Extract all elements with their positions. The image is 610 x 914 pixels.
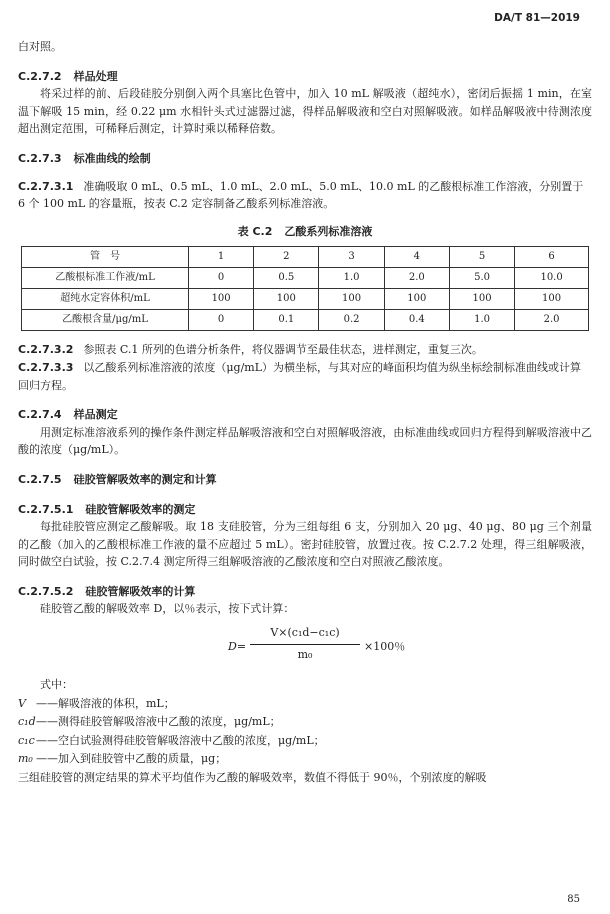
table-header-row: [22, 247, 589, 268]
paragraph-sample-processing: 将采过样的前、后段硅胶分别倒入两个具塞比色管中，加入 10 mL 解吸液（超纯水），密闭后振摇 1 min，在室温下解吸 15 min，经 0.22 μm 水相针头式过滤器过滤，得样品解吸液和空白对照解吸液。如样品解吸液中待测浓度超出测定范围，可稀释后测定，计算时乘以稀释倍数。: [18, 87, 592, 136]
paragraph-sample-measurement: 用测定标准溶液系列的操作条件测定样品解吸溶液和空白对照解吸溶液，由标准曲线或回归方程得到解吸溶液中乙酸的浓度（μg/mL）。: [18, 425, 592, 457]
formula-definitions: [18, 676, 592, 787]
table-cell: 100: [449, 289, 514, 310]
standard-number: DA/T 81—2019: [494, 12, 580, 24]
table-cell: 1.0: [319, 268, 384, 289]
table-cell: 乙酸根标准工作液/mL: [22, 268, 189, 289]
clause-number: C.2.7.3.1: [18, 179, 74, 193]
definition-symbol: c₁d: [18, 715, 36, 729]
definition-symbol: c₁c: [18, 733, 35, 747]
table-cell: 0.5: [254, 268, 319, 289]
paragraph-curve-plotting: [18, 359, 592, 394]
section-number: C.2.7.3: [18, 151, 62, 165]
section-heading-sample-processing: [18, 68, 592, 86]
table-header-cell: 6: [515, 247, 589, 268]
table-cell: 超纯水定容体积/mL: [22, 289, 189, 310]
section-title: 样品处理: [73, 69, 118, 83]
paragraph-standard-prep: [18, 178, 592, 213]
table-cell: 100: [189, 289, 254, 310]
table-header-cell: 1: [189, 247, 254, 268]
table-header-cell: 4: [384, 247, 449, 268]
table-cell: 0.4: [384, 310, 449, 331]
section-number: C.2.7.4: [18, 408, 62, 422]
table-cell: 100: [384, 289, 449, 310]
table-row: [22, 268, 589, 289]
formula-denominator: m₀: [297, 647, 313, 661]
section-title: 硅胶管解吸效率的测定和计算: [73, 472, 217, 486]
table-cell: 0.2: [319, 310, 384, 331]
paragraph-desorption-calc: 硅胶管乙酸的解吸效率 D，以％表示，按下式计算：: [40, 602, 295, 616]
section-title: 硅胶管解吸效率的计算: [85, 584, 196, 598]
clause-text: 以乙酸系列标准溶液的浓度（μg/mL）为横坐标，与其对应的峰面积均值为纵坐标绘制标准曲线或计算回归方程。: [18, 360, 582, 392]
definitions-label: 式中：: [40, 678, 73, 692]
definition-text: ——空白试验测得硅胶管解吸溶液中乙酸的浓度，μg/mL；: [36, 733, 325, 747]
formula-numerator: V×(c₁d−c₁c): [250, 624, 360, 645]
desorption-formula: [18, 624, 592, 670]
definition-symbol: m₀: [18, 752, 33, 766]
table-cell: 乙酸根含量/μg/mL: [22, 310, 189, 331]
table-caption: [18, 223, 592, 241]
table-cell: 2.0: [384, 268, 449, 289]
formula-lhs: D=: [228, 640, 247, 654]
section-heading-standard-curve: [18, 150, 592, 168]
page-content: [18, 38, 592, 788]
page-number: 85: [567, 894, 580, 905]
table-cell: 100: [319, 289, 384, 310]
table-header-cell: 管 号: [22, 247, 189, 268]
definition-text: ——加入到硅胶管中乙酸的质量，μg；: [36, 752, 227, 766]
clause-number: C.2.7.3.2: [18, 343, 74, 357]
subsection-heading-desorption-calc: [18, 583, 592, 601]
definition-text: ——测得硅胶管解吸溶液中乙酸的浓度，μg/mL；: [36, 715, 281, 729]
formula-rhs: ×100％: [364, 640, 406, 654]
section-heading-desorption: [18, 471, 592, 489]
formula-fraction: [250, 624, 360, 663]
standard-solution-table: [21, 246, 589, 331]
table-header-cell: 3: [319, 247, 384, 268]
result-statement: 三组硅胶管的测定结果的算术平均值作为乙酸的解吸效率，数值不得低于 90％，个别浓度的解吸: [18, 771, 487, 785]
table-cell: 0: [189, 310, 254, 331]
table-number: 表 C.2: [237, 224, 273, 238]
table-cell: 100: [515, 289, 589, 310]
table-cell: 100: [254, 289, 319, 310]
definition-symbol: V: [18, 696, 26, 710]
section-number: C.2.7.5: [18, 472, 62, 486]
definition-item: [18, 732, 592, 750]
paragraph-desorption-test: 每批硅胶管应测定乙酸解吸。取 18 支硅胶管，分为三组每组 6 支，分别加入 20 μg、40 μg、80 μg 三个剂量的乙酸（加入的乙酸根标准工作液的量不应超过 5 mL）。密封硅胶管，放置过夜。按 C.2.7.2 处理，得三组解吸液，同时做空白试验，按 C.2.7.4 测定所得三组解吸溶液的乙酸浓度和空白对照液乙酸浓度。: [18, 520, 592, 569]
definition-item: [18, 695, 592, 713]
table-row: [22, 310, 589, 331]
clause-text: 准确吸取 0 mL、0.5 mL、1.0 mL、2.0 mL、5.0 mL、10.0 mL 的乙酸根标准工作溶液，分别置于 6 个 100 mL 的容量瓶，按表 C.2 定容制备乙酸系列标准溶液。: [18, 179, 584, 211]
intro-text: 白对照。: [18, 40, 62, 53]
table-cell: 1.0: [449, 310, 514, 331]
section-number: C.2.7.5.1: [18, 502, 74, 516]
paragraph-instrument-setup: [18, 341, 592, 359]
table-cell: 2.0: [515, 310, 589, 331]
table-row: [22, 289, 589, 310]
definition-item: [18, 750, 592, 768]
section-title: 样品测定: [73, 408, 118, 422]
table-cell: 10.0: [515, 268, 589, 289]
clause-number: C.2.7.3.3: [18, 360, 74, 374]
table-cell: 0.1: [254, 310, 319, 331]
section-number: C.2.7.2: [18, 69, 62, 83]
section-title: 标准曲线的绘制: [73, 151, 151, 165]
clause-text: 参照表 C.1 所列的色谱分析条件，将仪器调节至最佳状态，进样测定，重复三次。: [83, 343, 483, 357]
definition-item: [18, 713, 592, 731]
table-title: 乙酸系列标准溶液: [284, 224, 373, 238]
table-cell: 5.0: [449, 268, 514, 289]
table-cell: 0: [189, 268, 254, 289]
subsection-heading-desorption-test: [18, 501, 592, 519]
section-heading-sample-measurement: [18, 406, 592, 424]
table-header-cell: 2: [254, 247, 319, 268]
section-number: C.2.7.5.2: [18, 584, 74, 598]
section-title: 硅胶管解吸效率的测定: [85, 502, 196, 516]
definition-text: ——解吸溶液的体积，mL；: [36, 696, 175, 710]
table-header-cell: 5: [449, 247, 514, 268]
